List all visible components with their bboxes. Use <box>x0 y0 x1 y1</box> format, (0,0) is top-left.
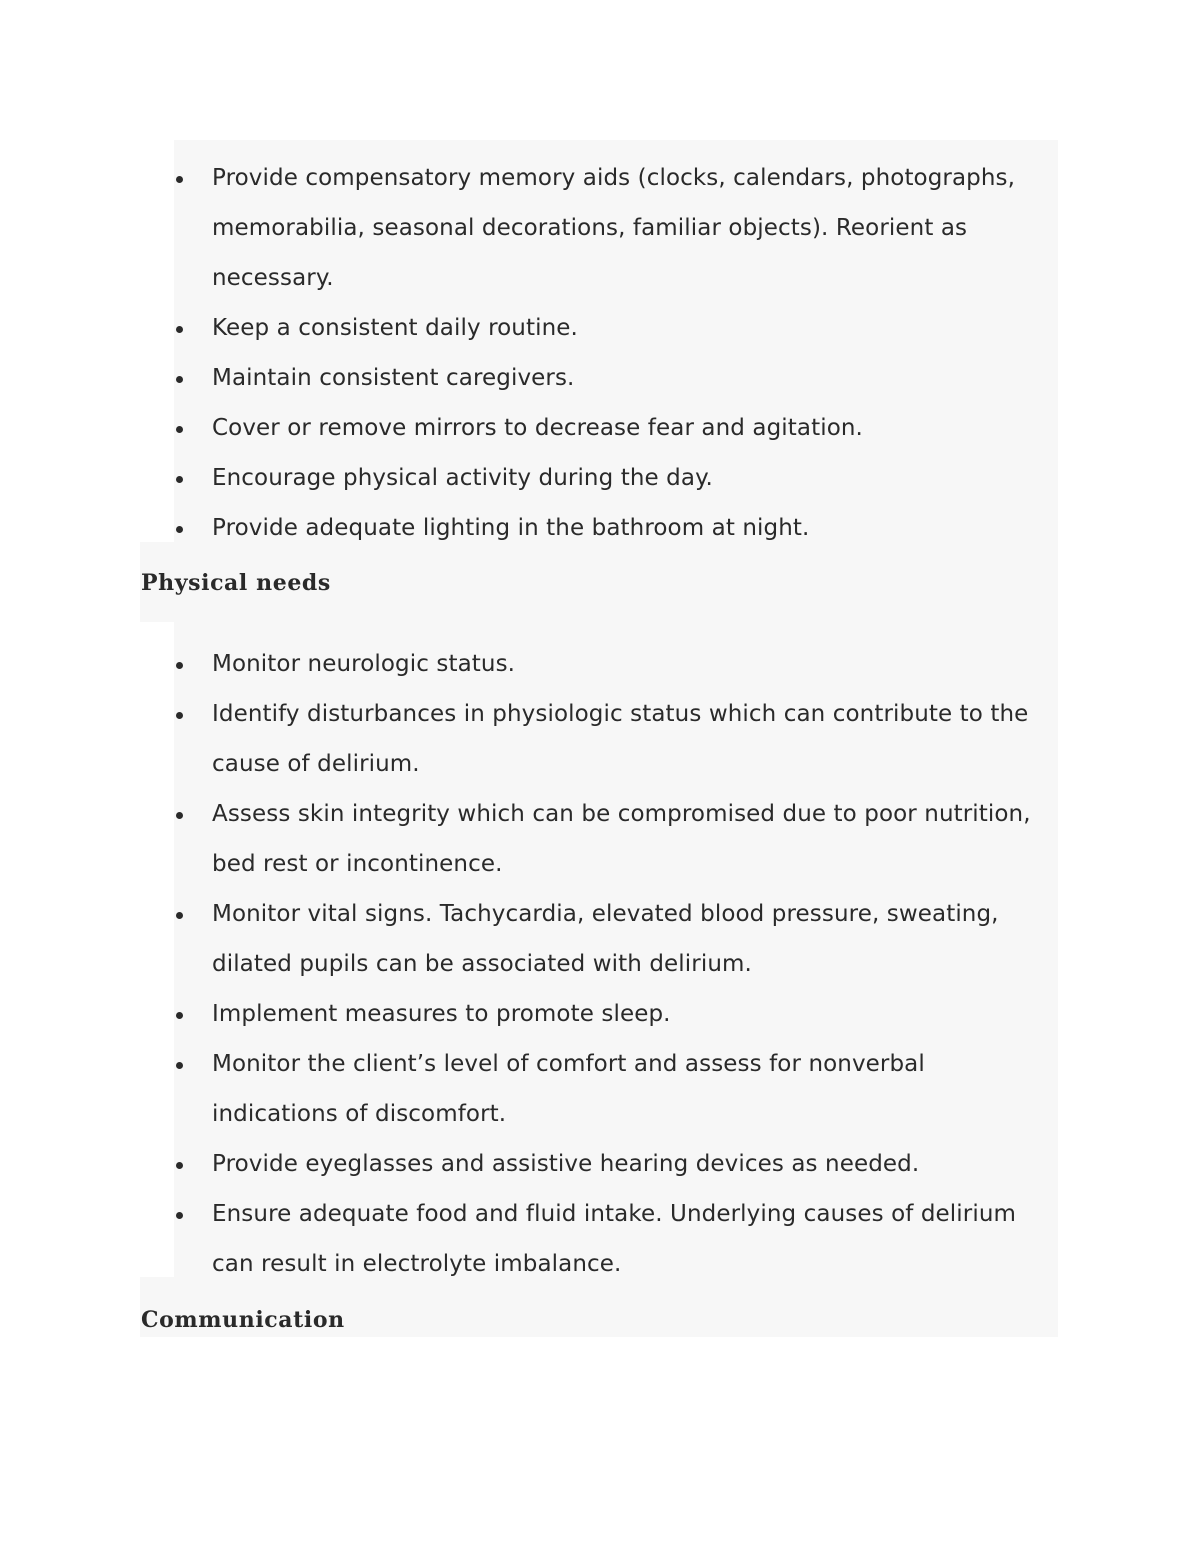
list-item <box>174 1039 1054 1139</box>
list-item-text: Implement measures to promote sleep. <box>212 1001 671 1027</box>
list-item-text: Maintain consistent caregivers. <box>212 365 575 391</box>
list-item <box>174 789 1054 889</box>
list-item <box>174 353 1054 403</box>
bullet-icon <box>176 1212 183 1219</box>
list-item <box>174 303 1054 353</box>
list-item-text: Provide eyeglasses and assistive hearing devices as needed. <box>212 1151 920 1177</box>
list-item <box>174 689 1054 789</box>
section-heading-physical-needs: Physical needs <box>141 570 331 596</box>
orientation-bullet-list <box>174 153 1054 553</box>
list-item <box>174 1189 1054 1289</box>
bullet-icon <box>176 912 183 919</box>
list-item-text: Monitor vital signs. Tachycardia, elevated blood pressure, sweating, dilated pupils can be associated with delirium. <box>212 901 999 977</box>
bullet-icon <box>176 712 183 719</box>
list-item <box>174 1139 1054 1189</box>
list-item-text: Identify disturbances in physiologic status which can contribute to the cause of delirium. <box>212 701 1029 777</box>
section-heading-communication: Communication <box>141 1307 345 1333</box>
bullet-icon <box>176 1162 183 1169</box>
bullet-icon <box>176 662 183 669</box>
bullet-icon <box>176 476 183 483</box>
bullet-icon <box>176 526 183 533</box>
list-item-text: Provide compensatory memory aids (clocks, calendars, photographs, memorabilia, seasonal decorations, familiar objects). Reorient as necessary. <box>212 165 1016 291</box>
bullet-icon <box>176 812 183 819</box>
list-item <box>174 889 1054 989</box>
list-item <box>174 153 1054 303</box>
list-item-text: Ensure adequate food and fluid intake. Underlying causes of delirium can result in electrolyte imbalance. <box>212 1201 1017 1277</box>
list-item <box>174 453 1054 503</box>
list-item-text: Monitor neurologic status. <box>212 651 516 677</box>
list-item-text: Monitor the client’s level of comfort and assess for nonverbal indications of discomfort. <box>212 1051 925 1127</box>
list-item-text: Assess skin integrity which can be compromised due to poor nutrition, bed rest or incontinence. <box>212 801 1031 877</box>
list-item-text: Provide adequate lighting in the bathroom at night. <box>212 515 810 541</box>
list-item-text: Cover or remove mirrors to decrease fear and agitation. <box>212 415 863 441</box>
list-item-text: Keep a consistent daily routine. <box>212 315 578 341</box>
list-item-text: Encourage physical activity during the day. <box>212 465 713 491</box>
bullet-icon <box>176 326 183 333</box>
bullet-icon <box>176 426 183 433</box>
bullet-icon <box>176 376 183 383</box>
list-item <box>174 503 1054 553</box>
physical-needs-bullet-list <box>174 639 1054 1289</box>
bullet-icon <box>176 1012 183 1019</box>
bullet-icon <box>176 176 183 183</box>
list-item <box>174 403 1054 453</box>
bullet-icon <box>176 1062 183 1069</box>
list-item <box>174 639 1054 689</box>
list-item <box>174 989 1054 1039</box>
